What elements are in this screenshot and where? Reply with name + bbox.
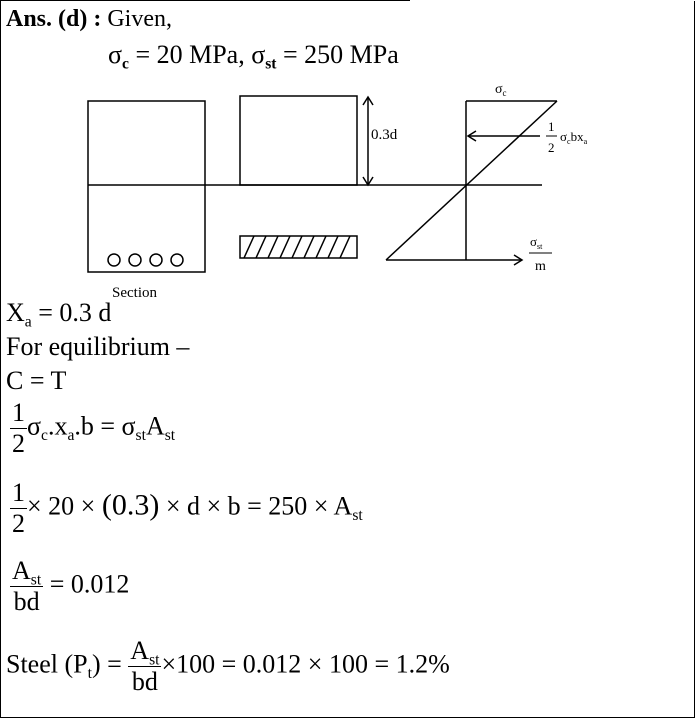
stress-expression: $\sigma_cbx_a$ [560,129,588,146]
tension-hatching [244,236,350,258]
compression-block [240,96,357,185]
equation-3: $\frac{A_{st}}{bd}$ = 0.012 [12,556,130,616]
section-rect [88,101,205,272]
xa-rhs: = 0.3 d [38,298,112,327]
equilibrium-line: For equilibrium – [6,332,190,361]
eq2-fraction: $\frac{1}{2}$ [12,478,25,538]
given-sigma-st-value: = 250 MPa [283,40,399,69]
stress-diagram [0,0,695,310]
given-sigma-st-sub: st [265,55,277,73]
rebar-3 [150,254,162,266]
steel-percentage: Steel $(P_t)$ = $\frac{A_{st}}{bd}$ ×100 = 0.012 × 100 = 1.2% [6,636,450,696]
eq1-fraction: $\frac{1}{2}$ [12,398,25,458]
xa-sub: a [24,313,32,331]
given-sigma-c-sub: c [122,55,129,73]
section-caption: Section [112,285,157,301]
eq3-fraction: $\frac{A_{st}}{bd}$ [12,556,42,616]
equation-1: $\frac{1}{2}$ $\sigma_c.x_a.b = \sigma_{st}A_{st}$ [12,398,176,458]
answer-label: Ans. (d) : [6,6,102,32]
stress-half-numerator: 1 [548,119,555,134]
xa-line [6,298,112,331]
stress-half-denominator: 2 [548,140,555,155]
xa-lhs: X [6,298,25,327]
rebar-4 [171,254,183,266]
sigma-c-top-label: $\sigma_c$ [495,82,507,98]
eq4-fraction: $\frac{A_{st}}{bd}$ [130,636,160,696]
given-sigma-c-symbol: σ [108,40,123,69]
sigma-st-numerator: $\sigma_{st}$ [530,234,543,251]
sigma-st-denominator: m [535,259,546,274]
depth-label: 0.3d [371,127,398,143]
rebar-1 [108,254,120,266]
c-equals-t: C = T [6,366,67,395]
given-sigma-st-symbol: σ [251,40,266,69]
rebar-2 [129,254,141,266]
given-label: Given, [107,6,172,32]
equation-2: $\frac{1}{2}$ × $20 \times (0.3) \times d \times b = 250 \times A_{st}$ [12,478,363,538]
given-sigma-c-value: = 20 MPa, [135,40,245,69]
